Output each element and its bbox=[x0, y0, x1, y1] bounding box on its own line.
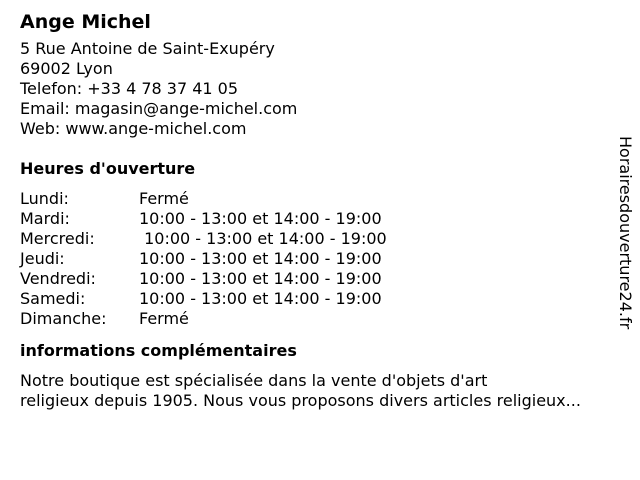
hours-row-tuesday bbox=[20, 209, 620, 229]
time-value: Fermé bbox=[139, 309, 189, 328]
time-value: Fermé bbox=[139, 189, 189, 208]
info-title: informations complémentaires bbox=[20, 341, 297, 360]
hours-table bbox=[20, 189, 620, 329]
watermark-text: Horairesdouverture24.fr bbox=[616, 136, 635, 330]
day-label: Jeudi: bbox=[20, 249, 65, 268]
hours-row-sunday bbox=[20, 309, 620, 329]
hours-row-saturday bbox=[20, 289, 620, 309]
day-label: Dimanche: bbox=[20, 309, 107, 328]
hours-row-monday bbox=[20, 189, 620, 209]
time-value: 10:00 - 13:00 et 14:00 - 19:00 bbox=[139, 249, 382, 268]
hours-row-friday bbox=[20, 269, 620, 289]
web-line: Web: www.ange-michel.com bbox=[20, 119, 247, 138]
day-label: Samedi: bbox=[20, 289, 86, 308]
site-watermark bbox=[610, 136, 640, 376]
hours-row-thursday bbox=[20, 249, 620, 269]
email-line: Email: magasin@ange-michel.com bbox=[20, 99, 298, 118]
business-name: Ange Michel bbox=[20, 11, 151, 33]
description-line-2: religieux depuis 1905. Nous vous proposons divers articles religieux... bbox=[20, 391, 581, 410]
description-line-1: Notre boutique est spécialisée dans la vente d'objets d'art bbox=[20, 371, 488, 390]
address-street: 5 Rue Antoine de Saint-Exupéry bbox=[20, 39, 275, 58]
hours-title: Heures d'ouverture bbox=[20, 159, 196, 178]
day-label: Mardi: bbox=[20, 209, 70, 228]
hours-row-wednesday bbox=[20, 229, 620, 249]
time-value: 10:00 - 13:00 et 14:00 - 19:00 bbox=[139, 209, 382, 228]
time-value: 10:00 - 13:00 et 14:00 - 19:00 bbox=[139, 289, 382, 308]
time-value: 10:00 - 13:00 et 14:00 - 19:00 bbox=[139, 229, 387, 248]
phone-line: Telefon: +33 4 78 37 41 05 bbox=[20, 79, 239, 98]
time-value: 10:00 - 13:00 et 14:00 - 19:00 bbox=[139, 269, 382, 288]
day-label: Lundi: bbox=[20, 189, 69, 208]
day-label: Vendredi: bbox=[20, 269, 96, 288]
address-city: 69002 Lyon bbox=[20, 59, 113, 78]
info-section bbox=[20, 341, 620, 411]
business-card bbox=[20, 9, 620, 411]
day-label: Mercredi: bbox=[20, 229, 95, 248]
